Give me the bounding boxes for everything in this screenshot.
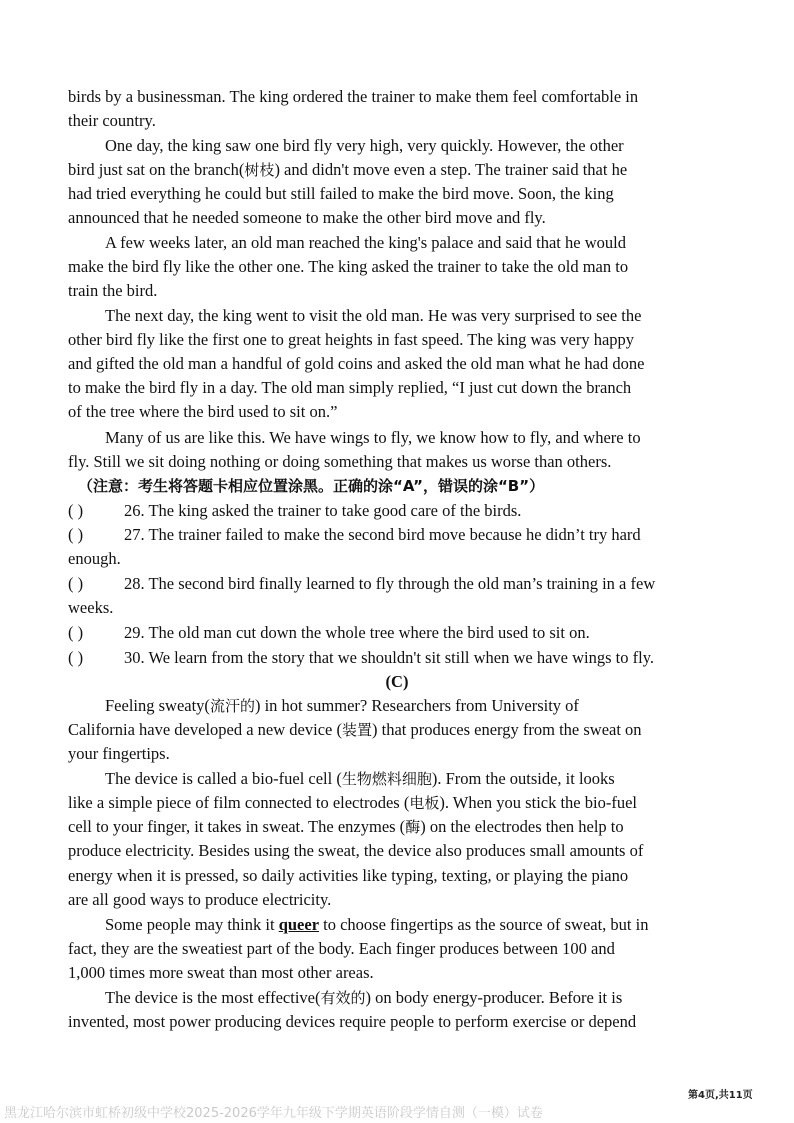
answer-blank[interactable]: ( ) xyxy=(68,525,84,544)
question-28: ( ) 28. The second bird finally learned to fly through the old man’s training in a few xyxy=(68,572,728,596)
answer-blank[interactable]: ( ) xyxy=(68,501,84,520)
text-line: produce electricity. Besides using the sweat, the device also produces small amounts of xyxy=(68,841,644,860)
text-line: announced that he needed someone to make the other bird move and fly. xyxy=(68,208,546,227)
question-29: ( ) 29. The old man cut down the whole tree where the bird used to sit on. xyxy=(68,621,728,645)
page-number: 第4页,共11页 xyxy=(688,1090,753,1101)
text-line: The device is called a bio-fuel cell (生物燃料细胞). From the outside, it looks xyxy=(105,769,615,788)
text-line: The next day, the king went to visit the old man. He was very surprised to see the xyxy=(105,306,642,325)
text-line: and gifted the old man a handful of gold coins and asked the old man what he had done xyxy=(68,354,645,373)
text-line: 1,000 times more sweat than most other areas. xyxy=(68,963,374,982)
text-line: fly. Still we sit doing nothing or doing something that makes us worse than others. xyxy=(68,452,612,471)
answer-blank[interactable]: ( ) xyxy=(68,623,84,642)
text-line: your fingertips. xyxy=(68,744,170,763)
footer-watermark: 黑龙江哈尔滨市虹桥初级中学校2025-2026学年九年级下学期英语阶段学情自测（一模）试卷 xyxy=(4,1106,543,1121)
text-line: energy when it is pressed, so daily activities like typing, texting, or playing the piano xyxy=(68,866,629,885)
text-line: One day, the king saw one bird fly very high, very quickly. However, the other xyxy=(105,136,624,155)
text-line: like a simple piece of film connected to electrodes (电板). When you stick the bio-fuel xyxy=(68,793,637,812)
text-line: are all good ways to produce electricity. xyxy=(68,890,332,909)
text-line: Feeling sweaty(流汗的) in hot summer? Researchers from University of xyxy=(105,696,579,715)
answer-blank[interactable]: ( ) xyxy=(68,648,84,667)
text-line: their country. xyxy=(68,111,156,130)
text-line: Some people may think it queer to choose fingertips as the source of sweat, but in xyxy=(105,915,649,934)
text-line: cell to your finger, it takes in sweat. The enzymes (酶) on the electrodes then help to xyxy=(68,817,624,836)
text-line: The device is the most effective(有效的) on body energy-producer. Before it is xyxy=(105,988,623,1007)
answer-blank[interactable]: ( ) xyxy=(68,574,84,593)
text-line: A few weeks later, an old man reached the king's palace and said that he would xyxy=(105,233,626,252)
question-28-cont: weeks. xyxy=(68,598,114,617)
text-line: make the bird fly like the other one. The king asked the trainer to take the old man to xyxy=(68,257,629,276)
section-title: (C) xyxy=(385,672,409,691)
text-line: other bird fly like the first one to great heights in fast speed. The king was very happy xyxy=(68,330,635,349)
text-line: Many of us are like this. We have wings to fly, we know how to fly, and where to xyxy=(105,428,641,447)
question-27: ( ) 27. The trainer failed to make the second bird move because he didn’t try hard xyxy=(68,523,728,547)
text-line: bird just sat on the branch(树枝) and didn't move even a step. The trainer said that he xyxy=(68,160,628,179)
question-27-cont: enough. xyxy=(68,549,121,568)
text-line: birds by a businessman. The king ordered the trainer to make them feel comfortable in xyxy=(68,87,639,106)
text-line: of the tree where the bird used to sit on.” xyxy=(68,402,338,421)
text-line: to make the bird fly in a day. The old man simply replied, “I just cut down the branch xyxy=(68,378,632,397)
text-line: fact, they are the sweatiest part of the body. Each finger produces between 100 and xyxy=(68,939,615,958)
text-line: invented, most power producing devices require people to perform exercise or depend xyxy=(68,1012,637,1031)
text-line: had tried everything he could but still failed to make the bird move. Soon, the king xyxy=(68,184,614,203)
answer-instruction: （注意：考生将答题卡相应位置涂黑。正确的涂“A”，错误的涂“B”） xyxy=(78,477,545,495)
text-line: California have developed a new device (装置) that produces energy from the sweat on xyxy=(68,720,642,739)
text-line: train the bird. xyxy=(68,281,158,300)
question-26: ( ) 26. The king asked the trainer to take good care of the birds. xyxy=(68,499,728,523)
underlined-word: queer xyxy=(278,915,320,934)
question-30: ( ) 30. We learn from the story that we shouldn't sit still when we have wings to fly. xyxy=(68,646,728,670)
